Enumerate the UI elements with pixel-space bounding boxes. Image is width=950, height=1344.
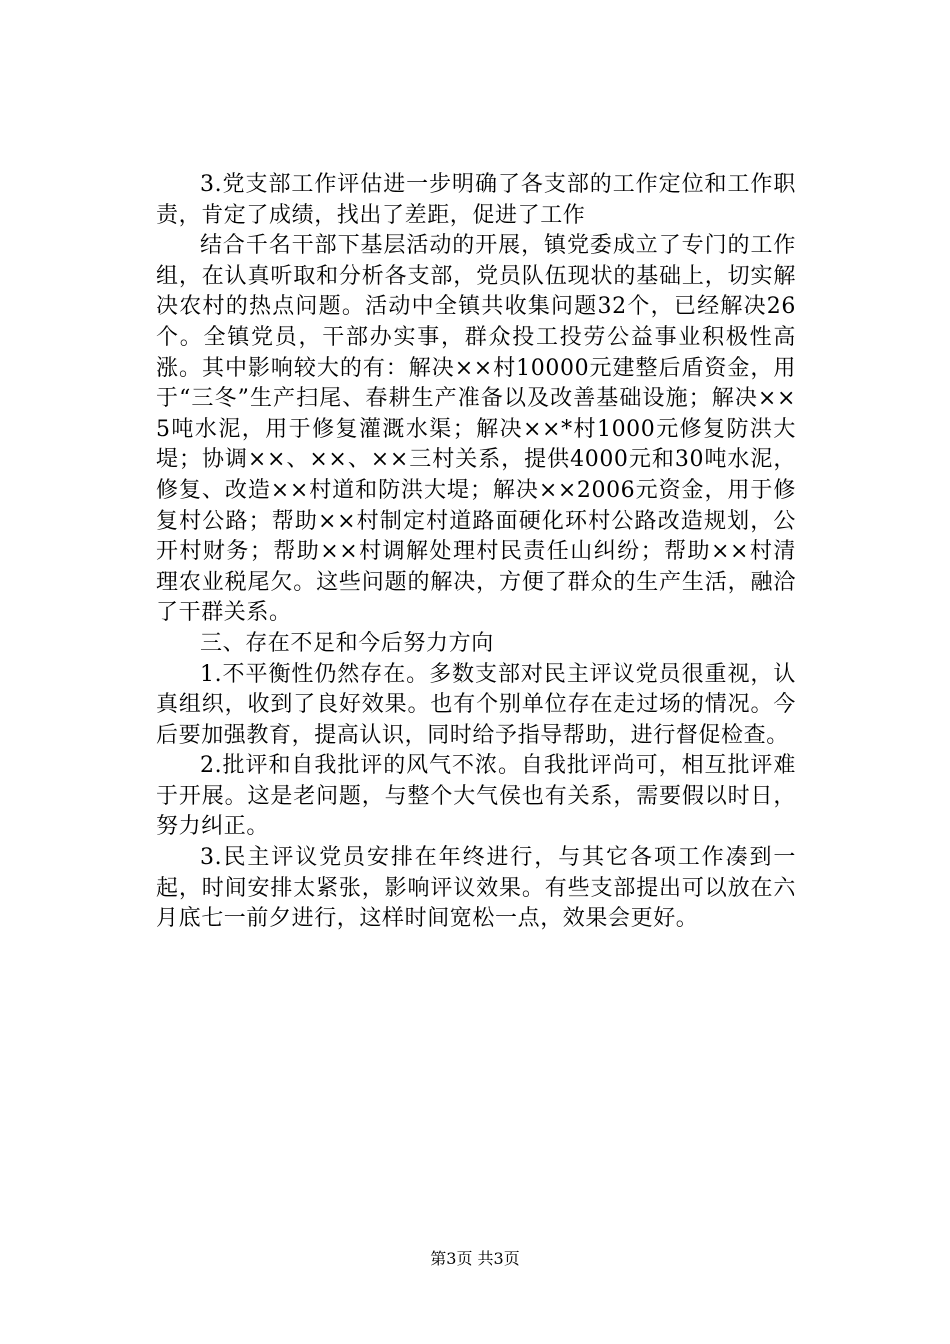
paragraph-imbalance: 1.不平衡性仍然存在。多数支部对民主评议党员很重视，认真组织，收到了良好效果。也有个别单位存在走过场的情况。今后要加强教育，提高认识，同时给予指导帮助，进行督促检查。 [156, 661, 796, 748]
page-number: 第3页 共3页 [430, 1249, 520, 1268]
section-heading: 三、存在不足和今后努力方向 [200, 630, 494, 656]
paragraph-grassroots-activity: 结合千名干部下基层活动的开展，镇党委成立了专门的工作组，在认真听取和分析各支部，党员队伍现状的基础上，切实解决农村的热点问题。活动中全镇共收集问题32个，已经解决26个。全镇党员，干部办实事，群众投工投劳公益事业积极性高涨。其中影响较大的有：解决××村10000元建整后盾资金，用于“三冬”生产扫尾、春耕生产准备以及改善基础设施；解决××5吨水泥，用于修复灌溉水渠；解决××*村1000元修复防洪大堤；协调××、××、××三村关系，提供4000元和30吨水泥，修复、改造××村道和防洪大堤；解决××2006元资金，用于修复村公路；帮助××村制定村道路面硬化环村公路改造规划，公开村财务；帮助××村调解处理村民责任山纠纷；帮助××村清理农业税尾欠。这些问题的解决，方便了群众的生产生活，融洽了干群关系。 [156, 233, 796, 626]
paragraph-criticism: 2.批评和自我批评的风气不浓。自我批评尚可，相互批评难于开展。这是老问题，与整个大气侯也有关系，需要假以时日，努力纠正。 [156, 753, 796, 840]
paragraph-evaluation: 3.党支部工作评估进一步明确了各支部的工作定位和工作职责，肯定了成绩，找出了差距，促进了工作 [156, 172, 796, 228]
paragraph-scheduling: 3.民主评议党员安排在年终进行，与其它各项工作凑到一起，时间安排太紧张，影响评议效果。有些支部提出可以放在六月底七一前夕进行，这样时间宽松一点，效果会更好。 [156, 845, 796, 932]
page-footer [0, 1246, 950, 1269]
document-body [156, 170, 796, 935]
